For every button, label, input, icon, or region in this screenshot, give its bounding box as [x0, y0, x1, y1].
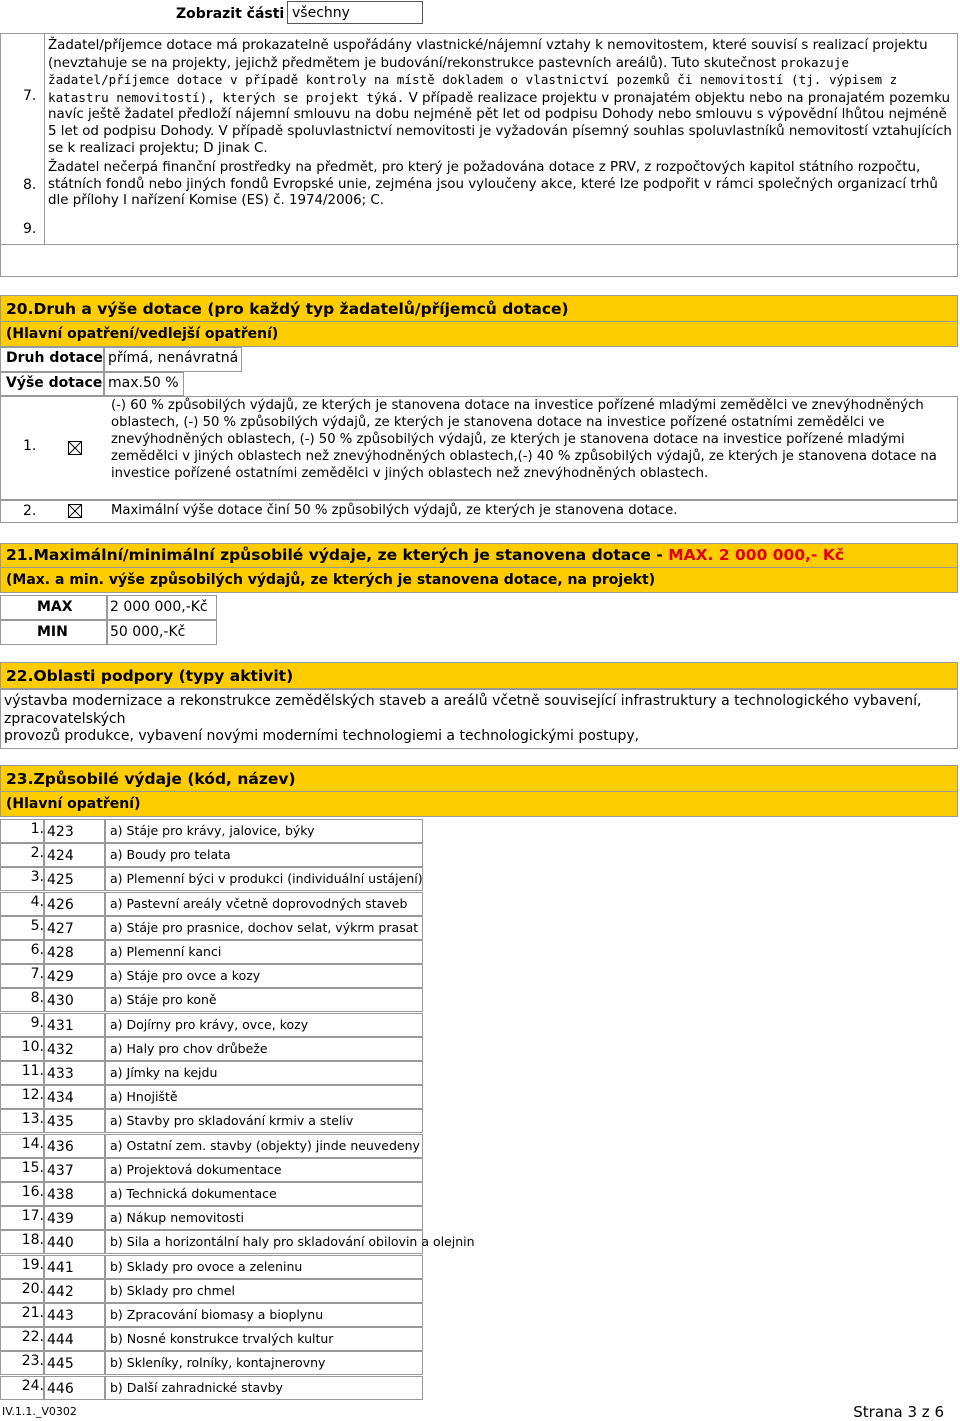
expense-name: b) Sklady pro ovoce a zeleninu	[110, 1259, 303, 1274]
expense-number: 13.	[21, 1111, 44, 1127]
expense-number: 3.	[30, 869, 44, 885]
expense-number: 8.	[30, 990, 44, 1006]
dotace-item-text: Maximální výše dotace činí 50 % způsobilých výdajů, ze kterých je stanovena dotace.	[111, 503, 678, 518]
expense-code: 443	[47, 1308, 74, 1324]
expense-name: b) Nosné konstrukce trvalých kultur	[110, 1331, 334, 1346]
max-value: 2 000 000,-Kč	[110, 599, 208, 615]
expense-name: a) Technická dokumentace	[110, 1186, 277, 1201]
min-value: 50 000,-Kč	[110, 624, 186, 640]
conditions-box	[0, 33, 958, 277]
vyse-dotace-label: Výše dotace	[6, 375, 103, 391]
expense-code: 440	[47, 1235, 74, 1251]
expense-code: 432	[47, 1042, 74, 1058]
section-20-title: 20.Druh a výše dotace (pro každý typ žadatelů/příjemců dotace)	[0, 295, 958, 322]
section-21-title: 21.Maximální/minimální způsobilé výdaje, ze kterých je stanovena dotace - MAX. 2 000 000,- Kč	[0, 543, 958, 568]
condition-number: 7.	[23, 88, 37, 104]
dotace-item-text: (-) 60 % způsobilých výdajů, ze kterých je stanovena dotace na investice pořízené mladými zemědělci ve znevýhodněných oblastech, (-) 50 % způsobilých výdajů, ze kterých je stanovena dotace na investice pořízené ostatními zemědělci ve znevýhodněných oblastech, (-) 50 % způsobilých výdajů, ze kterých je stanovena dotace na investice pořízené mladými zemědělci v jiných oblastech než znevýhodněných oblastech,(-) 40 % způsobilých výdajů, ze kterých je stanovena dotace na investice pořízené ostatními zemědělci v jiných oblastech než znevýhodněných oblastech.	[111, 398, 937, 481]
divider	[1, 244, 959, 245]
expense-name: a) Stáje pro prasnice, dochov selat, výkrm prasat	[110, 920, 419, 935]
expense-code: 427	[47, 921, 74, 937]
expense-code: 441	[47, 1260, 74, 1276]
expense-code: 437	[47, 1163, 74, 1179]
druh-dotace-label: Druh dotace	[6, 350, 103, 366]
dotace-item-number: 1.	[23, 438, 37, 454]
expense-name: a) Plemenní býci v produkci (individuální ustájení)	[110, 871, 423, 886]
expense-code: 435	[47, 1114, 74, 1130]
expense-number: 10.	[21, 1039, 44, 1055]
expense-code: 426	[47, 897, 74, 913]
condition-number: 8.	[23, 177, 37, 193]
show-parts-select[interactable]: všechny	[287, 1, 423, 24]
expense-name: a) Stáje pro ovce a kozy	[110, 968, 261, 983]
min-label: MIN	[37, 624, 68, 640]
expense-code: 425	[47, 872, 74, 888]
checked-checkbox-icon[interactable]	[68, 504, 82, 518]
expense-name: b) Sila a horizontální haly pro skladování obilovin a olejnin	[110, 1234, 475, 1249]
expense-code: 428	[47, 945, 74, 961]
expense-number: 12.	[21, 1087, 44, 1103]
expense-number: 22.	[21, 1329, 44, 1345]
expense-number: 21.	[21, 1305, 44, 1321]
section-23-subtitle: (Hlavní opatření)	[0, 792, 958, 817]
expense-code: 424	[47, 848, 74, 864]
max-amount-highlight: MAX. 2 000 000,- Kč	[668, 546, 845, 564]
druh-dotace-value: přímá, nenávratná	[108, 350, 239, 366]
expense-name: a) Jímky na kejdu	[110, 1065, 218, 1080]
expense-code: 444	[47, 1332, 74, 1348]
expense-number: 9.	[30, 1015, 44, 1031]
expense-code: 439	[47, 1211, 74, 1227]
expense-number: 20.	[21, 1281, 44, 1297]
max-label: MAX	[37, 599, 73, 615]
expense-name: a) Projektová dokumentace	[110, 1162, 282, 1177]
expense-number: 7.	[30, 966, 44, 982]
condition-text: Žadatel/příjemce dotace má prokazatelně uspořádány vlastnické/nájemní vztahy k nemovitostem, které souvisí s realizací projektu (nevztahuje se na projekty, jejichž předmětem je budování/rekonstrukce pastevních areálů). Tuto skutečnost prokazuje žadatel/příjemce dotace v případě kontroly na místě dokladem o vlastnictví pozemků či nemovitostí (tj. výpisem z katastru nemovitostí), kterých se projekt týká. V případě realizace projektu v pronajatém objektu nebo na pronajatém pozemku navíc ještě žadatel předloží nájemní smlouvu na dobu nejméně pět let od podpisu Dohody nebo smlouvu s výpovědní lhůtou nejméně 5 let od podpisu Dohody. V případě spoluvlastnictví nemovitosti je vyžadován písemný souhlas spoluvlastníků nemovitostí vztahujících se k realizaci projektu; D jinak C.	[48, 38, 952, 156]
expense-code: 433	[47, 1066, 74, 1082]
expense-number: 15.	[21, 1160, 44, 1176]
expense-name: a) Boudy pro telata	[110, 847, 231, 862]
expense-name: a) Haly pro chov drůbeže	[110, 1041, 268, 1056]
condition-number: 9.	[23, 221, 37, 237]
expense-name: a) Pastevní areály včetně doprovodných staveb	[110, 896, 408, 911]
expense-number: 23.	[21, 1353, 44, 1369]
section-21-subtitle: (Max. a min. výše způsobilých výdajů, ze kterých je stanovena dotace, na projekt)	[0, 568, 958, 593]
expense-name: b) Zpracování biomasy a bioplynu	[110, 1307, 324, 1322]
expense-number: 6.	[30, 942, 44, 958]
dotace-item-number: 2.	[23, 503, 37, 519]
expense-number: 2.	[30, 845, 44, 861]
expense-code: 436	[47, 1139, 74, 1155]
expense-number: 14.	[21, 1136, 44, 1152]
expense-name: b) Sklady pro chmel	[110, 1283, 235, 1298]
vyse-dotace-value: max.50 %	[108, 375, 179, 391]
section-20-subtitle: (Hlavní opatření/vedlejší opatření)	[0, 322, 958, 347]
divider	[44, 34, 45, 244]
document-id: IV.1.1._V0302	[2, 1405, 77, 1418]
checked-checkbox-icon[interactable]	[68, 441, 82, 455]
expense-code: 445	[47, 1356, 74, 1372]
expense-number: 16.	[21, 1184, 44, 1200]
expense-name: a) Plemenní kanci	[110, 944, 222, 959]
expense-code: 431	[47, 1018, 74, 1034]
expense-code: 423	[47, 824, 74, 840]
expense-code: 429	[47, 969, 74, 985]
expense-name: a) Ostatní zem. stavby (objekty) jinde neuvedeny	[110, 1138, 420, 1153]
section-23-title: 23.Způsobilé výdaje (kód, název)	[0, 765, 958, 792]
expense-number: 24.	[21, 1378, 44, 1394]
expense-name: a) Stáje pro koně	[110, 992, 217, 1007]
condition-text: Žadatel nečerpá finanční prostředky na předmět, pro který je požadována dotace z PRV, z rozpočtových kapitol státního rozpočtu, státních fondů nebo jiných fondů Evropské unie, zejména jsou vyloučeny akce, které lze podpořit v rámci společných organizací trhů dle přílohy I nařízení Komise (ES) č. 1974/2006; C.	[48, 160, 938, 209]
expense-number: 18.	[21, 1232, 44, 1248]
expense-number: 17.	[21, 1208, 44, 1224]
show-parts-label: Zobrazit části	[176, 6, 285, 22]
expense-name: a) Dojírny pro krávy, ovce, kozy	[110, 1017, 309, 1032]
expense-number: 11.	[21, 1063, 44, 1079]
expense-name: b) Další zahradnické stavby	[110, 1380, 283, 1395]
expense-name: b) Skleníky, rolníky, kontajnerovny	[110, 1355, 326, 1370]
expense-code: 442	[47, 1284, 74, 1300]
expense-code: 430	[47, 993, 74, 1009]
expense-name: a) Hnojiště	[110, 1089, 178, 1104]
section-22-title: 22.Oblasti podpory (typy aktivit)	[0, 662, 958, 689]
expense-number: 19.	[21, 1257, 44, 1273]
expense-number: 1.	[30, 821, 44, 837]
section-22-line: provozů produkce, vybavení novými moderními technologiemi a technologickými postupy,	[4, 728, 640, 744]
expense-number: 5.	[30, 918, 44, 934]
page-number: Strana 3 z 6	[853, 1403, 944, 1421]
expense-name: a) Stavby pro skladování krmiv a steliv	[110, 1113, 354, 1128]
expense-code: 438	[47, 1187, 74, 1203]
expense-code: 446	[47, 1381, 74, 1397]
expense-name: a) Nákup nemovitosti	[110, 1210, 244, 1225]
expense-code: 434	[47, 1090, 74, 1106]
expense-name: a) Stáje pro krávy, jalovice, býky	[110, 823, 315, 838]
section-22-line: výstavba modernizace a rekonstrukce zemědělských staveb a areálů včetně související infrastruktury a technologického vybavení, zpracovatelských	[4, 693, 922, 727]
expense-number: 4.	[30, 894, 44, 910]
